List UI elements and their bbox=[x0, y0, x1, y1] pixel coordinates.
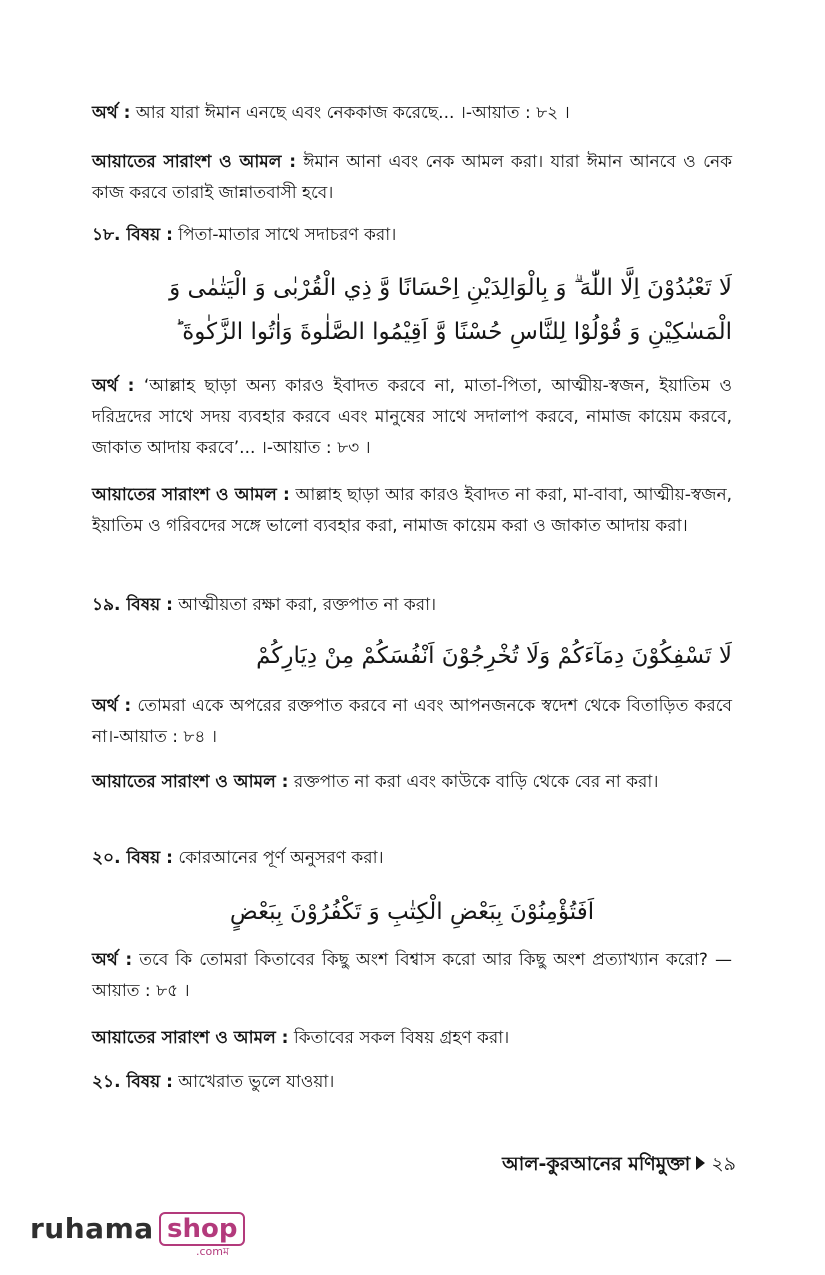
arabic-verse-85: اَفَتُؤْمِنُوْنَ بِبَعْضِ الْكِتٰبِ وَ تَكْفُرُوْنَ بِبَعْضٍ bbox=[229, 899, 595, 925]
topic-label: ২০. বিষয় : bbox=[92, 848, 173, 868]
logo-text-shop: shop bbox=[159, 1212, 245, 1246]
meaning-paragraph-83 bbox=[92, 371, 732, 464]
summary-label: আয়াতের সারাংশ ও আমল : bbox=[92, 152, 297, 172]
summary-text: কিতাবের সকল বিষয় গ্রহণ করা। bbox=[293, 1028, 510, 1048]
logo-text-domain: .comম bbox=[196, 1245, 230, 1258]
book-title: আল-কুরআনের মণিমুক্তা bbox=[502, 1153, 691, 1175]
summary-text: রক্তপাত না করা এবং কাউকে বাড়ি থেকে বের না করা। bbox=[293, 772, 659, 792]
summary-text: আল্লাহ ছাড়া আর কারও ইবাদত না করা, মা-বাবা, আত্মীয়-স্বজন, ইয়াতিম ও গরিবদের সঙ্গে ভালো ব্যবহার করা, নামাজ কায়েম করা ও জাকাত আদায় করা। bbox=[92, 485, 733, 536]
topic-heading-18 bbox=[92, 220, 732, 251]
meaning-paragraph-85 bbox=[92, 945, 732, 1007]
topic-label: ২১. বিষয় : bbox=[92, 1072, 173, 1092]
page-number: ২৯ bbox=[711, 1153, 736, 1175]
running-footer bbox=[440, 1150, 736, 1182]
summary-label: আয়াতের সারাংশ ও আমল : bbox=[92, 772, 289, 792]
arabic-verse-83: لَا تَعْبُدُوْنَ اِلَّا اللّٰهَ ۗ وَ بِالْوَالِدَيْنِ اِحْسَانًا وَّ ذِي الْقُرْبٰى وَ الْيَتٰمٰى وَ الْمَسٰكِيْنِ وَ قُوْلُوْا لِلنَّاسِ حُسْنًا وَّ اَقِيْمُوا الصَّلٰوةَ وَاٰتُوا الزَّكٰوةَ ؕ bbox=[169, 275, 732, 345]
summary-paragraph-83 bbox=[92, 480, 732, 542]
meaning-label: অর্থ : bbox=[92, 376, 135, 396]
logo-text-ruhama: ruhama bbox=[30, 1212, 154, 1245]
summary-paragraph-82 bbox=[92, 147, 732, 209]
meaning-label: অর্থ : bbox=[92, 696, 132, 716]
topic-label: ১৮. বিষয় : bbox=[92, 225, 173, 245]
arabic-verse-84: لَا تَسْفِكُوْنَ دِمَآءَكُمْ وَلَا تُخْرِجُوْنَ اَنْفُسَكُمْ مِنْ دِيَارِكُمْ bbox=[256, 643, 732, 669]
meaning-label: অর্থ : bbox=[92, 950, 133, 970]
triangle-right-icon bbox=[696, 1156, 705, 1170]
summary-label: আয়াতের সারাংশ ও আমল : bbox=[92, 1028, 289, 1048]
topic-text: আখেরাত ভুলে যাওয়া। bbox=[178, 1072, 335, 1092]
meaning-paragraph-84 bbox=[92, 691, 732, 753]
topic-label: ১৯. বিষয় : bbox=[92, 595, 173, 615]
topic-heading-19 bbox=[92, 590, 732, 621]
summary-label: আয়াতের সারাংশ ও আমল : bbox=[92, 485, 290, 505]
meaning-text: ‘আল্লাহ ছাড়া অন্য কারও ইবাদত করবে না, মাতা-পিতা, আত্মীয়-স্বজন, ইয়াতিম ও দরিদ্রদের সাথে সদয় ব্যবহার করবে এবং মানুষের সাথে সদালাপ করবে, নামাজ কায়েম করবে, জাকাত আদায় করবে’... ।-আয়াত : ৮৩ । bbox=[92, 376, 732, 458]
topic-text: পিতা-মাতার সাথে সদাচরণ করা। bbox=[178, 225, 397, 245]
topic-text: কোরআনের পূর্ণ অনুসরণ করা। bbox=[178, 848, 384, 868]
meaning-paragraph-82 bbox=[92, 98, 732, 129]
topic-text: আত্মীয়তা রক্ষা করা, রক্তপাত না করা। bbox=[178, 595, 437, 615]
summary-text: ঈমান আনা এবং নেক আমল করা। যারা ঈমান আনবে ও নেক কাজ করবে তারাই জান্নাতবাসী হবে। bbox=[92, 152, 733, 203]
topic-heading-20 bbox=[92, 843, 732, 874]
meaning-label: অর্থ : bbox=[92, 103, 131, 123]
summary-paragraph-84 bbox=[92, 767, 732, 798]
topic-heading-21 bbox=[92, 1067, 732, 1098]
summary-paragraph-85 bbox=[92, 1023, 732, 1054]
meaning-text: আর যারা ঈমান এনছে এবং নেককাজ করেছে... ।-আয়াত : ৮২ । bbox=[135, 103, 570, 123]
meaning-text: তবে কি তোমরা কিতাবের কিছু অংশ বিশ্বাস করো আর কিছু অংশ প্রত্যাখ্যান করো? —আয়াত : ৮৫ । bbox=[92, 950, 733, 1001]
watermark-logo bbox=[30, 1210, 238, 1258]
meaning-text: তোমরা একে অপরের রক্তপাত করবে না এবং আপনজনকে স্বদেশ থেকে বিতাড়িত করবে না।-আয়াত : ৮৪ । bbox=[92, 696, 733, 747]
